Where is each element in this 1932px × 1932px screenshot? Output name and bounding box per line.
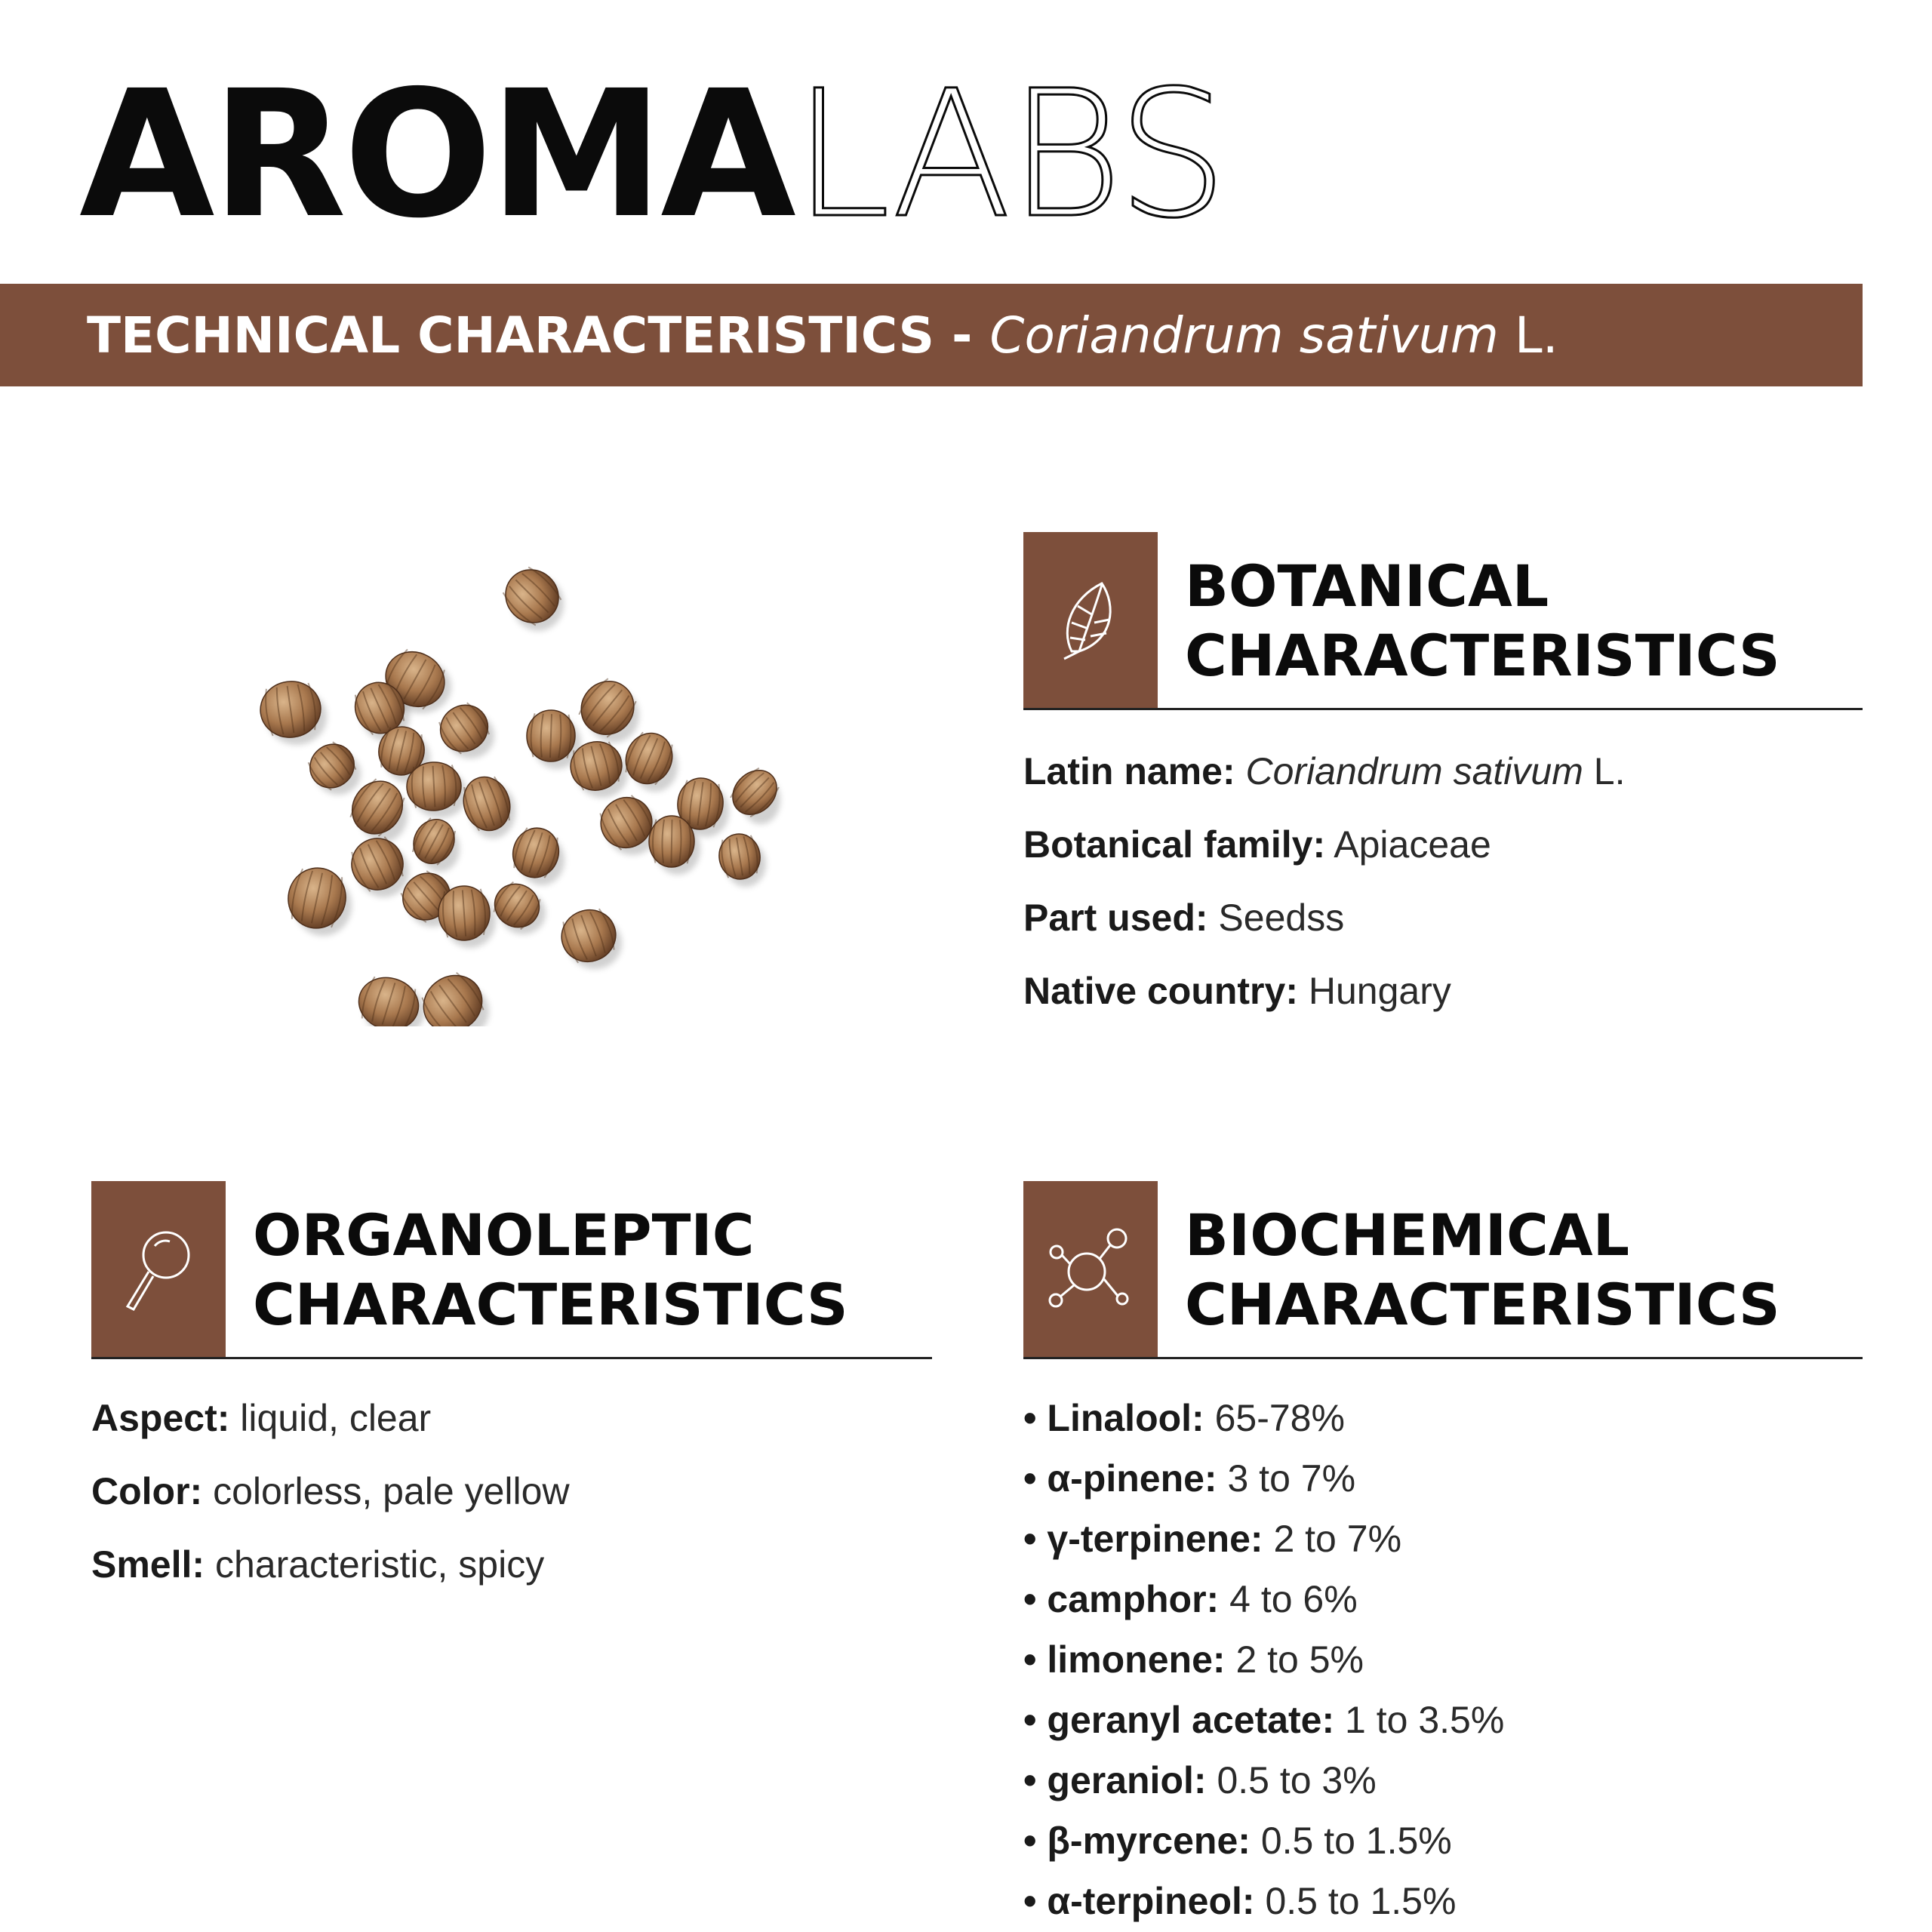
banner-species: Coriandrum sativum	[989, 306, 1499, 365]
botanical-family: Botanical family: Apiaceae	[1023, 823, 1491, 866]
biochemical-item	[1023, 1697, 1504, 1743]
molecule-icon	[1045, 1225, 1136, 1315]
banner-prefix: TECHNICAL CHARACTERISTICS -	[87, 306, 990, 365]
coriander-seeds-image	[226, 543, 815, 1026]
organoleptic-title-line1: ORGANOLEPTIC	[253, 1201, 755, 1269]
compound-range: 3 to 7%	[1227, 1457, 1356, 1500]
biochemical-title-line1: BIOCHEMICAL	[1185, 1201, 1630, 1269]
compound-name: • geraniol:	[1023, 1759, 1207, 1801]
organoleptic-smell: Smell: characteristic, spicy	[91, 1543, 545, 1586]
organoleptic-aspect: Aspect: liquid, clear	[91, 1397, 432, 1439]
biochemical-item	[1023, 1818, 1452, 1863]
compound-range: 0.5 to 1.5%	[1260, 1820, 1452, 1862]
biochemical-item	[1023, 1516, 1401, 1561]
compound-name: • γ-terpinene:	[1023, 1518, 1263, 1560]
organoleptic-divider	[91, 1357, 932, 1359]
title-banner	[0, 284, 1863, 386]
compound-name: • α-terpineol:	[1023, 1880, 1255, 1922]
compound-name: • limonene:	[1023, 1638, 1226, 1681]
magnifier-icon	[117, 1225, 200, 1315]
brand-logo	[79, 53, 1226, 257]
compound-range: 2 to 5%	[1235, 1638, 1364, 1681]
biochemical-item	[1023, 1395, 1345, 1441]
organoleptic-title-line2: CHARACTERISTICS	[253, 1270, 848, 1338]
biochemical-item	[1023, 1758, 1377, 1803]
biochemical-item	[1023, 1456, 1355, 1501]
botanical-part-used: Part used: Seedss	[1023, 897, 1345, 939]
seed-ridge	[671, 820, 672, 863]
brand-bold: AROMA	[79, 53, 793, 257]
biochemical-item	[1023, 1577, 1358, 1622]
compound-name: • α-pinene:	[1023, 1457, 1217, 1500]
botanical-header	[1023, 532, 1780, 709]
compound-name: • β-myrcene:	[1023, 1820, 1251, 1862]
molecule-icon-box	[1023, 1181, 1158, 1358]
brand-light: LABS	[792, 53, 1226, 257]
organoleptic-color: Color: colorless, pale yellow	[91, 1470, 570, 1512]
botanical-native-country: Native country: Hungary	[1023, 970, 1451, 1012]
banner-title	[87, 306, 1558, 365]
botanical-latin-name: Latin name: Coriandrum sativum L.	[1023, 750, 1626, 792]
banner-suffix: L.	[1498, 306, 1558, 365]
biochemical-header	[1023, 1181, 1780, 1358]
leaf-icon	[1057, 576, 1124, 666]
compound-range: 0.5 to 3%	[1217, 1759, 1377, 1801]
biochemical-title-line2: CHARACTERISTICS	[1185, 1270, 1780, 1338]
magnifier-icon-box	[91, 1181, 226, 1358]
biochemical-item	[1023, 1637, 1364, 1682]
biochemical-item	[1023, 1878, 1456, 1924]
compound-name: • camphor:	[1023, 1578, 1220, 1620]
organoleptic-header	[91, 1181, 848, 1358]
compound-name: • Linalool:	[1023, 1397, 1204, 1439]
botanical-title-line2: CHARACTERISTICS	[1185, 621, 1780, 689]
biochemical-divider	[1023, 1357, 1863, 1359]
compound-range: 1 to 3.5%	[1345, 1699, 1505, 1741]
botanical-divider	[1023, 708, 1863, 710]
botanical-title-line1: BOTANICAL	[1185, 552, 1549, 620]
leaf-icon-box	[1023, 532, 1158, 709]
compound-range: 0.5 to 1.5%	[1265, 1880, 1457, 1922]
compound-range: 2 to 7%	[1273, 1518, 1402, 1560]
compound-name: • geranyl acetate:	[1023, 1699, 1335, 1741]
compound-range: 65-78%	[1214, 1397, 1345, 1439]
compound-range: 4 to 6%	[1229, 1578, 1358, 1620]
